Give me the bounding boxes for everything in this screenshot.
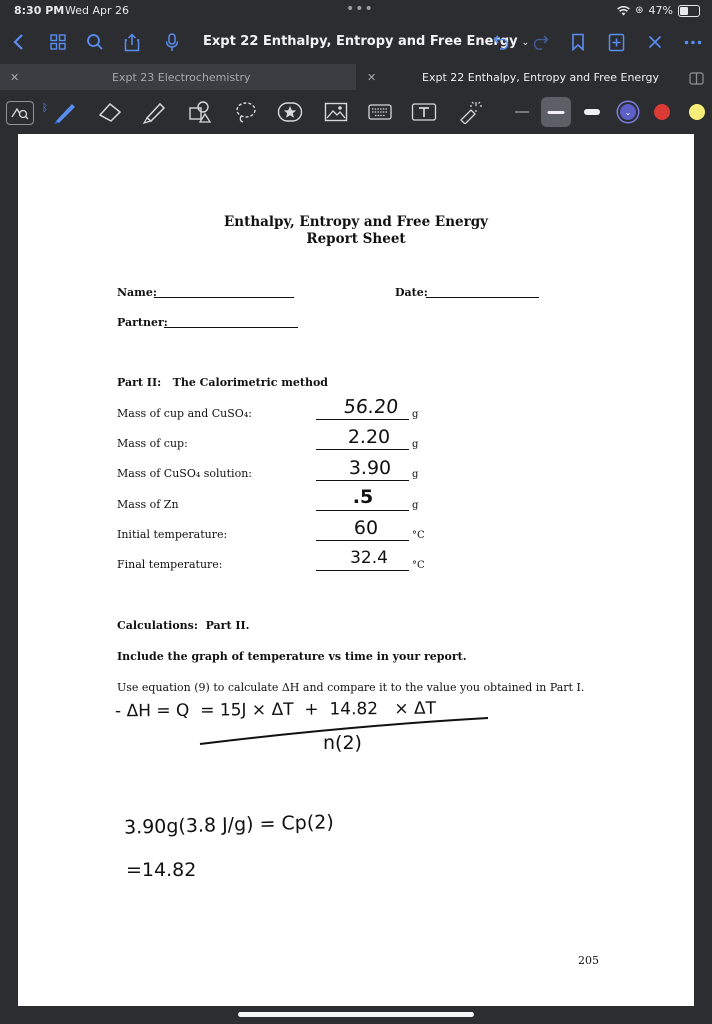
top-toolbar <box>0 24 712 62</box>
image-tool-icon[interactable] <box>322 99 350 125</box>
bluetooth-icon: ᛒ <box>42 102 48 114</box>
tab-label: Expt 22 Enthalpy, Entropy and Free Energy <box>422 70 660 84</box>
thick-stroke-icon[interactable] <box>580 99 604 125</box>
share-icon[interactable] <box>120 30 144 54</box>
sticker-tool-icon[interactable] <box>276 99 304 125</box>
field-unit: g <box>412 439 419 450</box>
shapes-tool-icon[interactable] <box>186 99 214 125</box>
status-time: 8:30 PM <box>14 4 65 17</box>
search-icon[interactable] <box>83 30 107 54</box>
tab-label: Expt 23 Electrochemistry <box>112 70 251 84</box>
tab-electrochemistry[interactable] <box>0 64 356 90</box>
battery-percent: 47% <box>648 4 673 17</box>
part2-heading: Part II: The Calorimetric method <box>117 376 328 389</box>
page-subtitle: Report Sheet <box>306 231 406 247</box>
field-value: .5 <box>352 486 374 508</box>
pen-color-swatch[interactable] <box>654 104 670 120</box>
handwritten-calc-line-1: 3.90g(3.8 J/g) = Cp(2) <box>123 811 335 839</box>
document-page[interactable] <box>18 134 694 1006</box>
medium-stroke-icon[interactable] <box>541 97 571 127</box>
highlighter-tool-icon[interactable] <box>140 99 168 125</box>
bookmark-icon[interactable] <box>566 30 590 54</box>
field-value: 60 <box>353 517 379 539</box>
text-tool-icon[interactable] <box>410 99 438 125</box>
status-bar <box>0 0 712 22</box>
partner-label: Partner: <box>117 316 168 329</box>
handwritten-equation: - ΔH = Q = 15J × ΔT + 14.82 × ΔT <box>114 698 437 722</box>
field-line <box>316 419 409 420</box>
color-chevron-down-icon[interactable]: ⌄ <box>624 107 632 117</box>
back-icon[interactable] <box>6 30 30 54</box>
keyboard-icon[interactable] <box>366 99 394 125</box>
tab-close-icon[interactable]: ✕ <box>10 70 20 84</box>
redo-icon[interactable] <box>528 30 552 54</box>
field-line <box>316 510 409 511</box>
wifi-icon <box>617 6 630 16</box>
field-line <box>316 570 409 571</box>
field-line <box>316 480 409 481</box>
field-unit: g <box>412 409 419 420</box>
field-label: Initial temperature: <box>117 528 228 541</box>
field-unit: °C <box>412 530 425 541</box>
field-label: Mass of Zn <box>117 498 179 511</box>
lasso-tool-icon[interactable] <box>232 99 260 125</box>
annotation-toolbar <box>0 93 712 133</box>
eraser-tool-icon[interactable] <box>96 99 124 125</box>
read-only-mode-icon[interactable] <box>6 101 34 125</box>
field-label: Final temperature: <box>117 558 223 571</box>
date-label: Date: <box>395 286 428 299</box>
field-label: Mass of cup and CuSO₄: <box>117 407 252 420</box>
field-value: 3.90 <box>348 457 392 479</box>
chevron-down-icon[interactable]: ⌄ <box>521 38 530 48</box>
date-line[interactable] <box>426 297 539 298</box>
pen-color-swatch[interactable] <box>689 104 705 120</box>
page-number: 205 <box>578 954 599 967</box>
home-indicator[interactable] <box>238 1012 474 1017</box>
field-line <box>316 449 409 450</box>
close-icon[interactable] <box>643 30 667 54</box>
tab-close-icon[interactable]: ✕ <box>367 70 377 84</box>
field-label: Mass of cup: <box>117 437 188 450</box>
handwritten-calc-line-2: =14.82 <box>126 859 197 881</box>
calculations-heading: Calculations: Part II. <box>117 619 250 632</box>
status-date: Wed Apr 26 <box>65 4 130 17</box>
tab-enthalpy[interactable] <box>357 64 687 90</box>
partner-line[interactable] <box>164 327 298 328</box>
field-unit: g <box>412 500 419 511</box>
battery-icon <box>678 5 700 17</box>
field-unit: °C <box>412 560 425 571</box>
field-value: 56.20 <box>342 396 400 418</box>
equation-instruction: Use equation (9) to calculate ΔH and compare it to the value you obtained in Part I. <box>117 681 585 694</box>
status-right <box>617 4 700 17</box>
document-title[interactable] <box>203 34 529 49</box>
document-tabs <box>0 64 712 90</box>
name-label: Name: <box>117 286 157 299</box>
document-title-text: Expt 22 Enthalpy, Entropy and Free Energy <box>203 34 518 49</box>
field-unit: g <box>412 469 419 480</box>
add-page-icon[interactable] <box>604 30 628 54</box>
pen-tool-icon[interactable] <box>50 99 80 125</box>
more-options-icon[interactable] <box>681 30 705 54</box>
laser-pointer-icon[interactable] <box>456 99 484 125</box>
battery-fill <box>680 7 688 15</box>
field-value: 32.4 <box>350 548 388 568</box>
thin-stroke-icon[interactable] <box>512 99 532 125</box>
field-value: 2.20 <box>347 426 391 448</box>
graph-instruction: Include the graph of temperature vs time in your report. <box>117 650 467 663</box>
microphone-icon[interactable] <box>160 30 184 54</box>
field-line <box>316 540 409 541</box>
handwritten-denominator: n(2) <box>323 732 362 754</box>
split-view-icon[interactable] <box>689 70 704 89</box>
orientation-lock-icon: ⊛ <box>635 5 644 16</box>
grid-view-icon[interactable] <box>46 30 70 54</box>
name-line[interactable] <box>154 297 294 298</box>
multitask-dots-icon[interactable]: ••• <box>346 1 374 17</box>
field-label: Mass of CuSO₄ solution: <box>117 467 252 480</box>
page-title: Enthalpy, Entropy and Free Energy <box>224 214 488 230</box>
undo-icon[interactable] <box>490 30 514 54</box>
